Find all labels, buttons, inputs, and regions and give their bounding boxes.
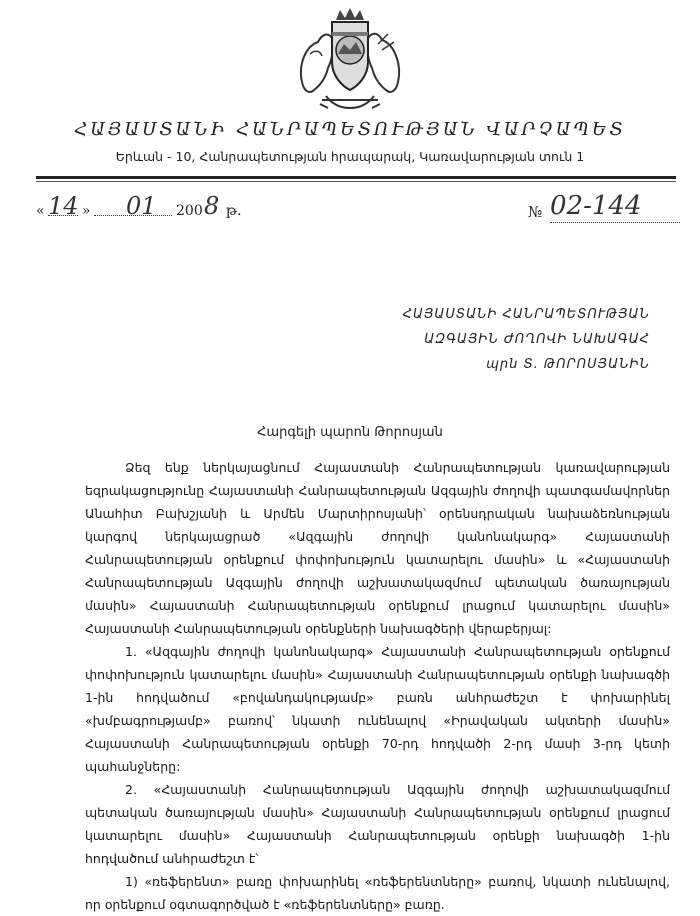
date-year-prefix: 200: [176, 203, 203, 219]
document-number-value: 02-144: [550, 191, 642, 221]
recipient-line-3: պրն Տ. ԹՈՐՈՍՅԱՆԻՆ: [486, 357, 650, 372]
date-day: 14: [48, 192, 79, 220]
government-address: Երևան - 10, Հանրապետության հրապարակ, Կառավարության տուն 1: [115, 149, 585, 164]
recipient-block: [403, 302, 650, 377]
date-day-underline: [48, 214, 78, 216]
letter-body: [85, 456, 670, 916]
document-number-prefix: №: [528, 203, 543, 221]
government-title: ՀԱՅԱՍՏԱՆԻ ՀԱՆՐԱՊԵՏՈՒԹՅԱՆ ՎԱՐՉԱՊԵՏ: [74, 119, 626, 140]
body-paragraph-2: 1. «Ազգային ժողովի կանոնակարգ» Հայաստանի Հանրապետության օրենքում փոփոխություն կատարելու մասին» Հայաստանի Հանրապետության օրենքի նախագծի 1-ին հոդվածում «բովանդակությամբ» բառն անհրաժեշտ է փոխարինել «խմբագրությամբ» բառով՝ նկատի ունենալով «Իրավական ակտերի մասին» Հայաստանի Հանրապետության օրենքի 70-րդ հոդվածի 2-րդ մասի 3-րդ կետի պահանջները:: [85, 644, 670, 774]
date-close-quote: »: [82, 203, 91, 219]
header-divider-thick: [36, 176, 676, 179]
dateline: [36, 192, 286, 226]
date-year-abbr: թ.: [226, 203, 242, 219]
header-divider-thin: [36, 181, 676, 182]
date-year-suffix: 8: [204, 192, 220, 220]
date-month: 01: [126, 192, 157, 220]
date-open-quote: «: [36, 203, 45, 219]
body-paragraph-4: 1) «ռեֆերենտ» բառը փոխարինել «ռեֆերենտները» բառով, նկատի ունենալով, որ օրենքում օգտագործված է «ռեֆերենտները» բառը.: [85, 874, 670, 912]
document-number: [528, 193, 688, 227]
document-number-underline: [550, 221, 680, 223]
recipient-line-2: ԱԶԳԱՅԻՆ ԺՈՂՈՎԻ ՆԱԽԱԳԱՀ: [424, 332, 650, 347]
salutation: Հարգելի պարոն Թորոսյան: [257, 425, 443, 440]
armenia-coat-of-arms-icon: [292, 4, 408, 112]
body-paragraph-3: 2. «Հայաստանի Հանրապետության Ազգային ժողովի աշխատակազմում պետական ծառայության մասին» Հայաստանի Հանրապետության օրենքում լրացում կատարելու մասին» Հայաստանի Հանրապետության օրենքի նախագծի 1-ին հոդվածում անհրաժեշտ է՝: [85, 782, 670, 866]
recipient-line-1: ՀԱՅԱՍՏԱՆԻ ՀԱՆՐԱՊԵՏՈՒԹՅԱՆ: [402, 307, 650, 322]
body-paragraph-1: Ձեզ ենք ներկայացնում Հայաստանի Հանրապետության կառավարության եզրակացությունը Հայաստանի Հանրապետության Ազգային ժողովի պատգամավորներ Անահիտ Բախշյանի և Արմեն Մարտիրոսյանի՝ օրենսդրական նախաձեռնության կարգով ներկայացրած «Ազգային ժողովի կանոնակարգ» Հայաստանի Հանրապետության օրենքում փոփոխություն կատարելու մասին» և «Հայաստանի Հանրապետության Ազգային ժողովի աշխատակազմում պետական ծառայության մասին» Հայաստանի Հանրապետության օրենքում լրացում կատարելու մասին» Հայաստանի Հանրապետության օրենքների նախագծերի վերաբերյալ:: [85, 460, 670, 636]
